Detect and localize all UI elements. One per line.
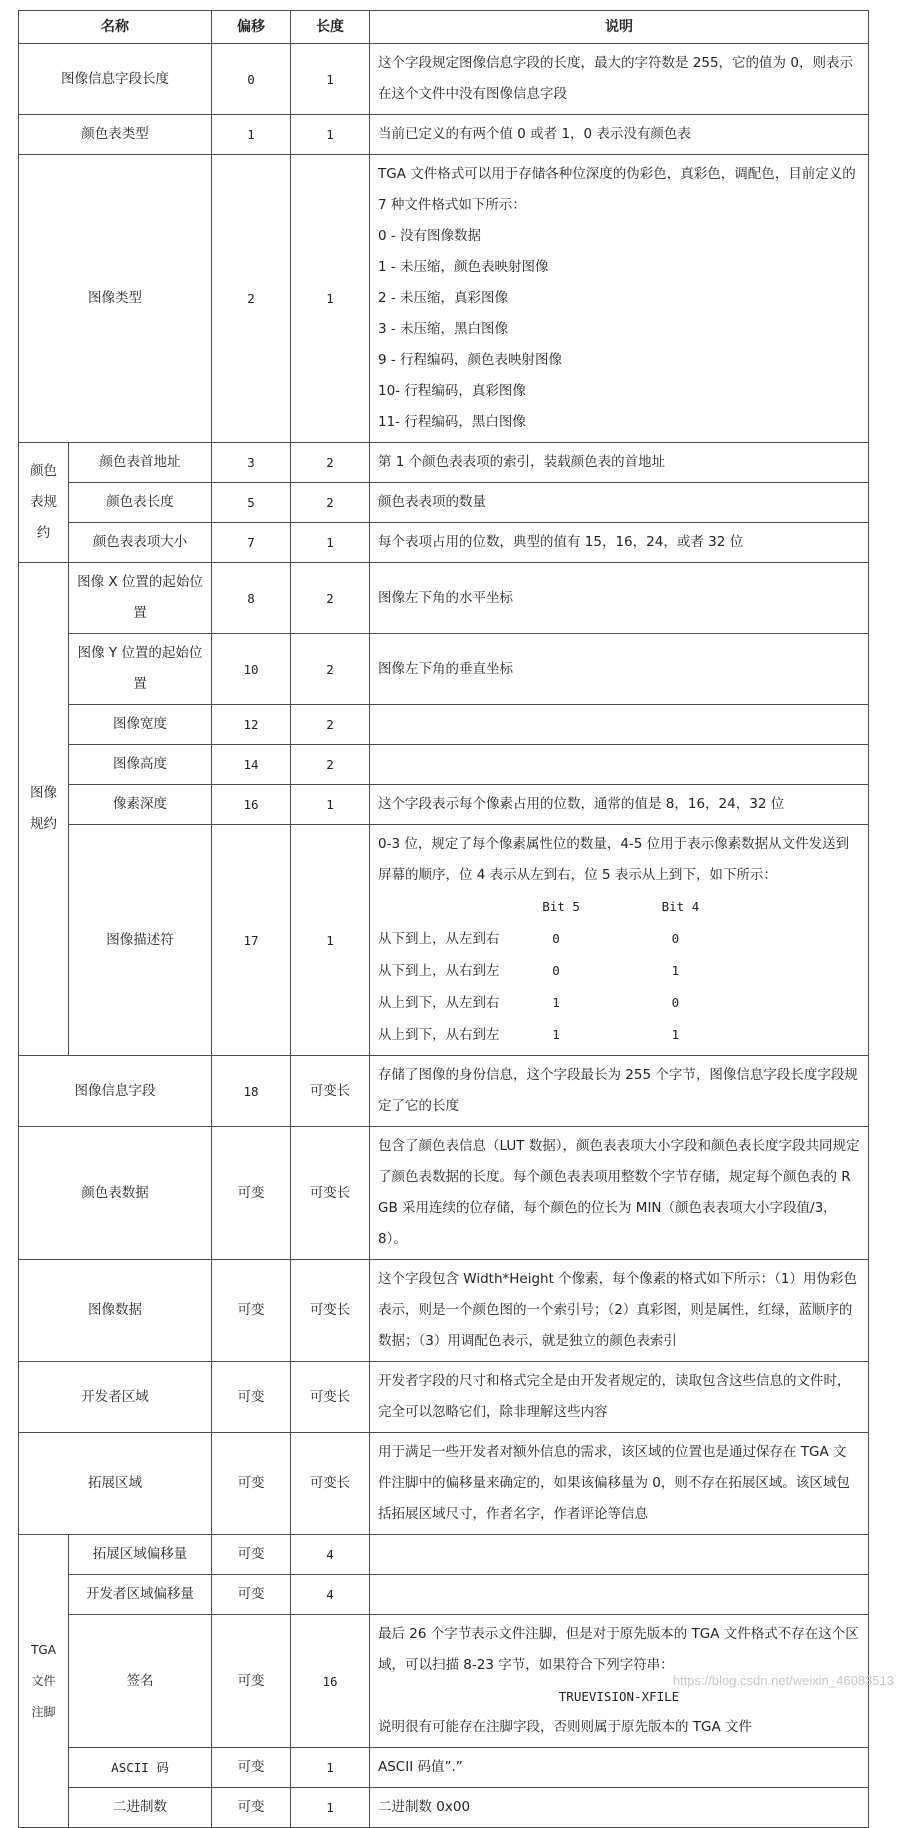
field-name: 拓展区域 — [19, 1433, 212, 1535]
field-offset: 3 — [212, 443, 291, 483]
field-length: 1 — [291, 825, 370, 1056]
table-row — [19, 1575, 869, 1615]
field-name: 拓展区域偏移量 — [69, 1535, 212, 1575]
field-desc-descriptor — [370, 825, 869, 1056]
field-offset: 5 — [212, 483, 291, 523]
table-row — [19, 44, 869, 115]
bit-row-label: 从上到下，从右到左 — [378, 1027, 500, 1043]
field-length: 2 — [291, 563, 370, 634]
field-name: 二进制数 — [69, 1788, 212, 1828]
field-name: 图像信息字段长度 — [19, 44, 212, 115]
table-row — [19, 1127, 869, 1260]
table-header-row — [19, 11, 869, 44]
field-desc: ASCII 码值”.” — [370, 1748, 869, 1788]
bit4-value: 0 — [671, 995, 680, 1010]
field-length: 1 — [291, 115, 370, 155]
bit5-value: 0 — [552, 963, 560, 978]
field-name: 颜色表表项大小 — [69, 523, 212, 563]
field-name: 图像信息字段 — [19, 1056, 212, 1127]
group-label-footer: TGA 文件注脚 — [19, 1535, 69, 1828]
field-length: 1 — [291, 1788, 370, 1828]
field-length: 1 — [291, 1748, 370, 1788]
desc-line: 1 - 未压缩，颜色表映射图像 — [378, 259, 549, 275]
field-offset: 可变 — [212, 1788, 291, 1828]
field-desc: 用于满足一些开发者对额外信息的需求，该区域的位置也是通过保存在 TGA 文件注脚中的偏移量来确定的，如果该偏移量为 0，则不存在拓展区域。该区域包括拓展区域尺寸，作者名字，作者评论等信息 — [370, 1433, 869, 1535]
field-desc: 二进制数 0x00 — [370, 1788, 869, 1828]
field-offset: 17 — [212, 825, 291, 1056]
field-desc — [370, 1575, 869, 1615]
field-desc — [370, 1535, 869, 1575]
table-row — [19, 1260, 869, 1362]
field-length: 1 — [291, 44, 370, 115]
table-row — [19, 563, 869, 634]
bit5-value: 1 — [552, 1027, 560, 1042]
bit5-value: 0 — [552, 931, 560, 946]
field-length: 可变长 — [291, 1127, 370, 1260]
bit-row — [378, 923, 860, 955]
table-row — [19, 483, 869, 523]
watermark-url: https://blog.csdn.net/weixin_46083513 — [672, 1673, 894, 1688]
field-name: 图像类型 — [19, 155, 212, 443]
field-desc-image-type — [370, 155, 869, 443]
group-label-image-spec: 图像规约 — [19, 563, 69, 1056]
bit-row — [378, 955, 860, 987]
field-name: 图像宽度 — [69, 705, 212, 745]
desc-line: 3 - 未压缩，黑白图像 — [378, 321, 509, 337]
bit-row-label: 从下到上，从右到左 — [378, 963, 500, 979]
field-offset: 14 — [212, 745, 291, 785]
desc-line: 9 - 行程编码，颜色表映射图像 — [378, 352, 563, 368]
header-length: 长度 — [291, 11, 370, 44]
field-name: 开发者区域偏移量 — [69, 1575, 212, 1615]
field-length: 1 — [291, 155, 370, 443]
table-row — [19, 1056, 869, 1127]
field-desc: 当前已定义的有两个值 0 或者 1，0 表示没有颜色表 — [370, 115, 869, 155]
desc-line: 2 - 未压缩，真彩图像 — [378, 290, 509, 306]
field-offset: 可变 — [212, 1535, 291, 1575]
bit4-value: 1 — [671, 1027, 680, 1042]
table-row — [19, 155, 869, 443]
table-row — [19, 1362, 869, 1433]
desc-line: 10- 行程编码，真彩图像 — [378, 383, 526, 399]
field-length: 可变长 — [291, 1362, 370, 1433]
bit-row — [378, 1019, 860, 1051]
table-row — [19, 115, 869, 155]
field-desc — [370, 745, 869, 785]
field-offset: 7 — [212, 523, 291, 563]
bit-header-row — [378, 891, 860, 923]
table-row — [19, 443, 869, 483]
field-length: 4 — [291, 1535, 370, 1575]
field-name: 像素深度 — [69, 785, 212, 825]
desc-line: 说明很有可能存在注脚字段，否则则属于原先版本的 TGA 文件 — [378, 1719, 753, 1735]
field-desc: 这个字段规定图像信息字段的长度，最大的字符数是 255，它的值为 0，则表示在这个文件中没有图像信息字段 — [370, 44, 869, 115]
field-offset: 可变 — [212, 1127, 291, 1260]
header-offset: 偏移 — [212, 11, 291, 44]
field-desc: 包含了颜色表信息（LUT 数据），颜色表表项大小字段和颜色表长度字段共同规定了颜色表数据的长度。每个颜色表表项用整数个字节存储，规定每个颜色表的 RGB 采用连续的位存储，每个颜色的位长为 MIN（颜色表表项大小字段值/3，8）。 — [370, 1127, 869, 1260]
bit4-value: 1 — [671, 963, 680, 978]
field-offset: 可变 — [212, 1615, 291, 1748]
desc-line: 最后 26 个字节表示文件注脚，但是对于原先版本的 TGA 文件格式不存在这个区域，可以扫描 8-23 字节，如果符合下列字符串： — [378, 1626, 859, 1673]
field-name: 图像数据 — [19, 1260, 212, 1362]
table-row — [19, 1748, 869, 1788]
field-name: 图像高度 — [69, 745, 212, 785]
field-offset: 可变 — [212, 1362, 291, 1433]
field-name: 颜色表首地址 — [69, 443, 212, 483]
field-offset: 0 — [212, 44, 291, 115]
field-name: 颜色表长度 — [69, 483, 212, 523]
field-offset: 可变 — [212, 1433, 291, 1535]
group-label-color-spec: 颜色表规约 — [19, 443, 69, 563]
table-row — [19, 825, 869, 1056]
field-offset: 16 — [212, 785, 291, 825]
field-offset: 12 — [212, 705, 291, 745]
field-name: 图像描述符 — [69, 825, 212, 1056]
field-length: 可变长 — [291, 1260, 370, 1362]
field-name: ASCII 码 — [69, 1748, 212, 1788]
bit-row-label: 从上到下，从左到右 — [378, 995, 500, 1011]
field-length: 16 — [291, 1615, 370, 1748]
signature-string: TRUEVISION-XFILE — [558, 1689, 680, 1704]
desc-line: 11- 行程编码，黑白图像 — [378, 414, 526, 430]
field-name: 颜色表类型 — [19, 115, 212, 155]
field-offset: 18 — [212, 1056, 291, 1127]
field-desc: 每个表项占用的位数，典型的值有 15，16，24，或者 32 位 — [370, 523, 869, 563]
field-name: 开发者区域 — [19, 1362, 212, 1433]
field-offset: 10 — [212, 634, 291, 705]
table-row — [19, 634, 869, 705]
field-desc — [370, 705, 869, 745]
field-desc: 这个字段表示每个像素占用的位数，通常的值是 8，16，24，32 位 — [370, 785, 869, 825]
header-desc: 说明 — [370, 11, 869, 44]
field-offset: 可变 — [212, 1575, 291, 1615]
bit-row-label: 从下到上，从左到右 — [378, 931, 500, 947]
field-desc: 颜色表表项的数量 — [370, 483, 869, 523]
field-desc: 存储了图像的身份信息，这个字段最长为 255 个字节，图像信息字段长度字段规定了它的长度 — [370, 1056, 869, 1127]
bit-row — [378, 987, 860, 1019]
desc-line: 0-3 位，规定了每个像素属性位的数量，4-5 位用于表示像素数据从文件发送到屏幕的顺序，位 4 表示从左到右，位 5 表示从上到下，如下所示： — [378, 836, 850, 883]
bit4-label: Bit 4 — [661, 899, 700, 914]
header-name: 名称 — [19, 11, 212, 44]
table-row — [19, 785, 869, 825]
bit5-label: Bit 5 — [542, 899, 580, 914]
table-row — [19, 1788, 869, 1828]
tga-format-table — [18, 10, 869, 1828]
field-length: 2 — [291, 483, 370, 523]
field-length: 1 — [291, 523, 370, 563]
desc-line: 0 - 没有图像数据 — [378, 228, 482, 244]
field-name: 图像 X 位置的起始位置 — [69, 563, 212, 634]
field-desc: 图像左下角的水平坐标 — [370, 563, 869, 634]
field-length: 2 — [291, 705, 370, 745]
field-length: 2 — [291, 634, 370, 705]
field-desc: 这个字段包含 Width*Height 个像素，每个像素的格式如下所示：（1）用伪彩色表示，则是一个颜色图的一个索引号；（2）真彩图，则是属性，红绿，蓝顺序的数据；（3）用调配色表示，就是独立的颜色表索引 — [370, 1260, 869, 1362]
field-desc: 图像左下角的垂直坐标 — [370, 634, 869, 705]
field-desc: 第 1 个颜色表表项的索引，装载颜色表的首地址 — [370, 443, 869, 483]
desc-line: TGA 文件格式可以用于存储各种位深度的伪彩色，真彩色，调配色，目前定义的 7 种文件格式如下所示： — [378, 166, 856, 213]
field-length: 2 — [291, 745, 370, 785]
field-length: 4 — [291, 1575, 370, 1615]
table-row — [19, 745, 869, 785]
field-name: 图像 Y 位置的起始位置 — [69, 634, 212, 705]
table-row — [19, 705, 869, 745]
bit5-value: 1 — [552, 995, 560, 1010]
field-length: 1 — [291, 785, 370, 825]
field-length: 可变长 — [291, 1056, 370, 1127]
field-offset: 可变 — [212, 1260, 291, 1362]
field-name: 颜色表数据 — [19, 1127, 212, 1260]
field-name: 签名 — [69, 1615, 212, 1748]
field-length: 2 — [291, 443, 370, 483]
table-row — [19, 1535, 869, 1575]
field-offset: 2 — [212, 155, 291, 443]
field-desc: 开发者字段的尺寸和格式完全是由开发者规定的，读取包含这些信息的文件时，完全可以忽略它们，除非理解这些内容 — [370, 1362, 869, 1433]
field-offset: 8 — [212, 563, 291, 634]
table-row — [19, 523, 869, 563]
bit4-value: 0 — [671, 931, 680, 946]
table-row — [19, 1433, 869, 1535]
field-offset: 可变 — [212, 1748, 291, 1788]
field-length: 可变长 — [291, 1433, 370, 1535]
field-offset: 1 — [212, 115, 291, 155]
